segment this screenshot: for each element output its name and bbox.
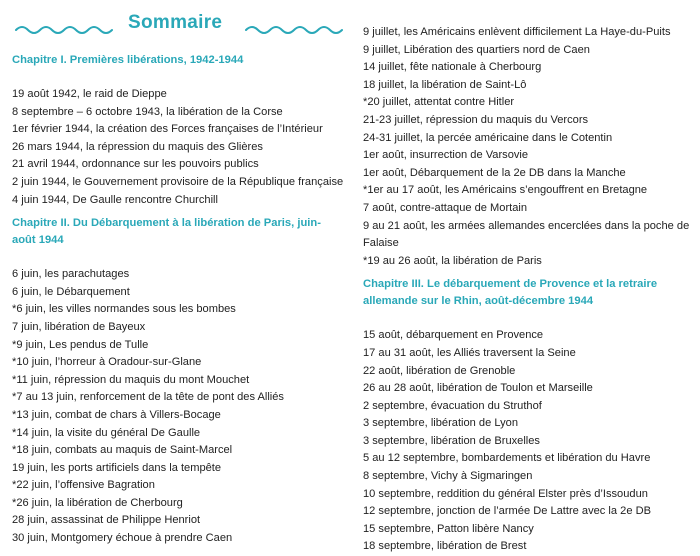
chapter-1-list bbox=[12, 86, 342, 209]
list-item[interactable]: 8 septembre, Vichy à Sigmaringen bbox=[363, 470, 533, 483]
list-item[interactable]: *13 juin, combat de chars à Villers-Bocage bbox=[12, 408, 221, 421]
list-item[interactable]: 1er août, insurrection de Varsovie bbox=[363, 149, 529, 162]
list-item[interactable]: 26 au 28 août, libération de Toulon et Marseille bbox=[363, 382, 593, 395]
list-item[interactable]: *1er au 17 août, les Américains s’engouffrent en Bretagne bbox=[363, 184, 648, 197]
chapter-3-heading[interactable]: Chapitre III. Le débarquement de Provence et la retraire allemande sur le Rhin, août-décembre 1944 bbox=[363, 278, 658, 308]
title-banner bbox=[12, 10, 342, 46]
list-item[interactable]: 1er août, Débarquement de la 2e DB dans la Manche bbox=[363, 166, 626, 179]
list-item[interactable]: *10 juin, l’horreur à Oradour-sur-Glane bbox=[12, 356, 202, 369]
wave-decoration-left bbox=[14, 24, 118, 36]
list-item[interactable]: 14 juillet, fête nationale à Cherbourg bbox=[363, 61, 542, 74]
list-item[interactable]: *18 juin, combats au maquis de Saint-Marcel bbox=[12, 444, 233, 457]
list-item[interactable]: *6 juin, les villes normandes sous les bombes bbox=[12, 303, 236, 316]
list-item[interactable]: 28 juin, assassinat de Philippe Henriot bbox=[12, 514, 201, 527]
chapter-2-heading[interactable]: Chapitre II. Du Débarquement à la libération de Paris, juin-août 1944 bbox=[12, 217, 321, 247]
list-item[interactable]: 15 août, débarquement en Provence bbox=[363, 329, 544, 342]
chapter-2-list bbox=[12, 266, 342, 548]
list-item[interactable]: 7 août, contre-attaque de Mortain bbox=[363, 201, 528, 214]
list-item[interactable]: 21 avril 1944, ordonnance sur les pouvoirs publics bbox=[12, 158, 259, 171]
list-item[interactable]: 2 septembre, évacuation du Struthof bbox=[363, 399, 542, 412]
list-item[interactable]: *22 juin, l’offensive Bagration bbox=[12, 479, 155, 492]
list-item[interactable]: 12 septembre, jonction de l’armée De Lattre avec la 2e DB bbox=[363, 505, 651, 518]
list-item[interactable]: 17 au 31 août, les Alliés traversent la Seine bbox=[363, 346, 576, 359]
list-item[interactable]: 9 juillet, les Américains enlèvent difficilement La Haye-du-Puits bbox=[363, 26, 671, 38]
list-item[interactable]: 9 au 21 août, les armées allemandes encerclées dans la poche de Falaise bbox=[363, 219, 690, 250]
list-item[interactable]: 19 août 1942, le raid de Dieppe bbox=[12, 88, 167, 100]
list-item[interactable]: *11 juin, répression du maquis du mont Mouchet bbox=[12, 373, 250, 386]
list-item[interactable]: 18 juillet, la libération de Saint-Lô bbox=[363, 78, 527, 91]
list-item[interactable]: 30 juin, Montgomery échoue à prendre Caen bbox=[12, 532, 233, 545]
list-item[interactable]: 3 septembre, libération de Lyon bbox=[363, 417, 518, 430]
wave-decoration-right bbox=[244, 24, 348, 36]
list-item[interactable]: 4 juin 1944, De Gaulle rencontre Churchill bbox=[12, 193, 218, 206]
list-item[interactable]: *19 au 26 août, la libération de Paris bbox=[363, 254, 542, 267]
list-item[interactable]: 15 septembre, Patton libère Nancy bbox=[363, 522, 534, 535]
list-item[interactable]: 18 septembre, libération de Brest bbox=[363, 540, 527, 553]
chapter-1-heading[interactable]: Chapitre I. Premières libérations, 1942-1944 bbox=[12, 54, 244, 66]
left-column bbox=[12, 0, 342, 548]
chapter-3-list bbox=[363, 327, 695, 556]
list-item[interactable]: 22 août, libération de Grenoble bbox=[363, 364, 516, 377]
list-item[interactable]: 5 au 12 septembre, bombardements et libération du Havre bbox=[363, 452, 651, 465]
list-item[interactable]: 26 mars 1944, la répression du maquis des Glières bbox=[12, 140, 263, 153]
list-item[interactable]: 7 juin, libération de Bayeux bbox=[12, 320, 146, 333]
list-item[interactable]: 21-23 juillet, répression du maquis du Vercors bbox=[363, 113, 589, 126]
list-item[interactable]: 2 juin 1944, le Gouvernement provisoire de la République française bbox=[12, 175, 344, 188]
list-item[interactable]: *9 juin, Les pendus de Tulle bbox=[12, 338, 149, 351]
list-item[interactable]: *14 juin, la visite du général De Gaulle bbox=[12, 426, 201, 439]
right-column bbox=[363, 24, 695, 556]
list-item[interactable]: 1er février 1944, la création des Forces françaises de l’Intérieur bbox=[12, 123, 323, 136]
list-item[interactable]: 19 juin, les ports artificiels dans la tempête bbox=[12, 461, 222, 474]
list-item[interactable]: 6 juin, les parachutages bbox=[12, 268, 130, 281]
list-item[interactable]: 9 juillet, Libération des quartiers nord de Caen bbox=[363, 43, 590, 56]
chapter-2-list-continued bbox=[363, 24, 695, 270]
list-item[interactable]: *20 juillet, attentat contre Hitler bbox=[363, 96, 515, 109]
list-item[interactable]: 10 septembre, reddition du général Elster près d’Issoudun bbox=[363, 487, 648, 500]
list-item[interactable]: *26 juin, la libération de Cherbourg bbox=[12, 496, 183, 509]
list-item[interactable]: 6 juin, le Débarquement bbox=[12, 285, 130, 298]
list-item[interactable]: 8 septembre – 6 octobre 1943, la libération de la Corse bbox=[12, 105, 283, 118]
list-item[interactable]: *7 au 13 juin, renforcement de la tête de pont des Alliés bbox=[12, 391, 284, 404]
list-item[interactable]: 24-31 juillet, la percée américaine dans le Cotentin bbox=[363, 131, 613, 144]
page-title: Sommaire bbox=[128, 12, 223, 33]
list-item[interactable]: 3 septembre, libération de Bruxelles bbox=[363, 434, 540, 447]
